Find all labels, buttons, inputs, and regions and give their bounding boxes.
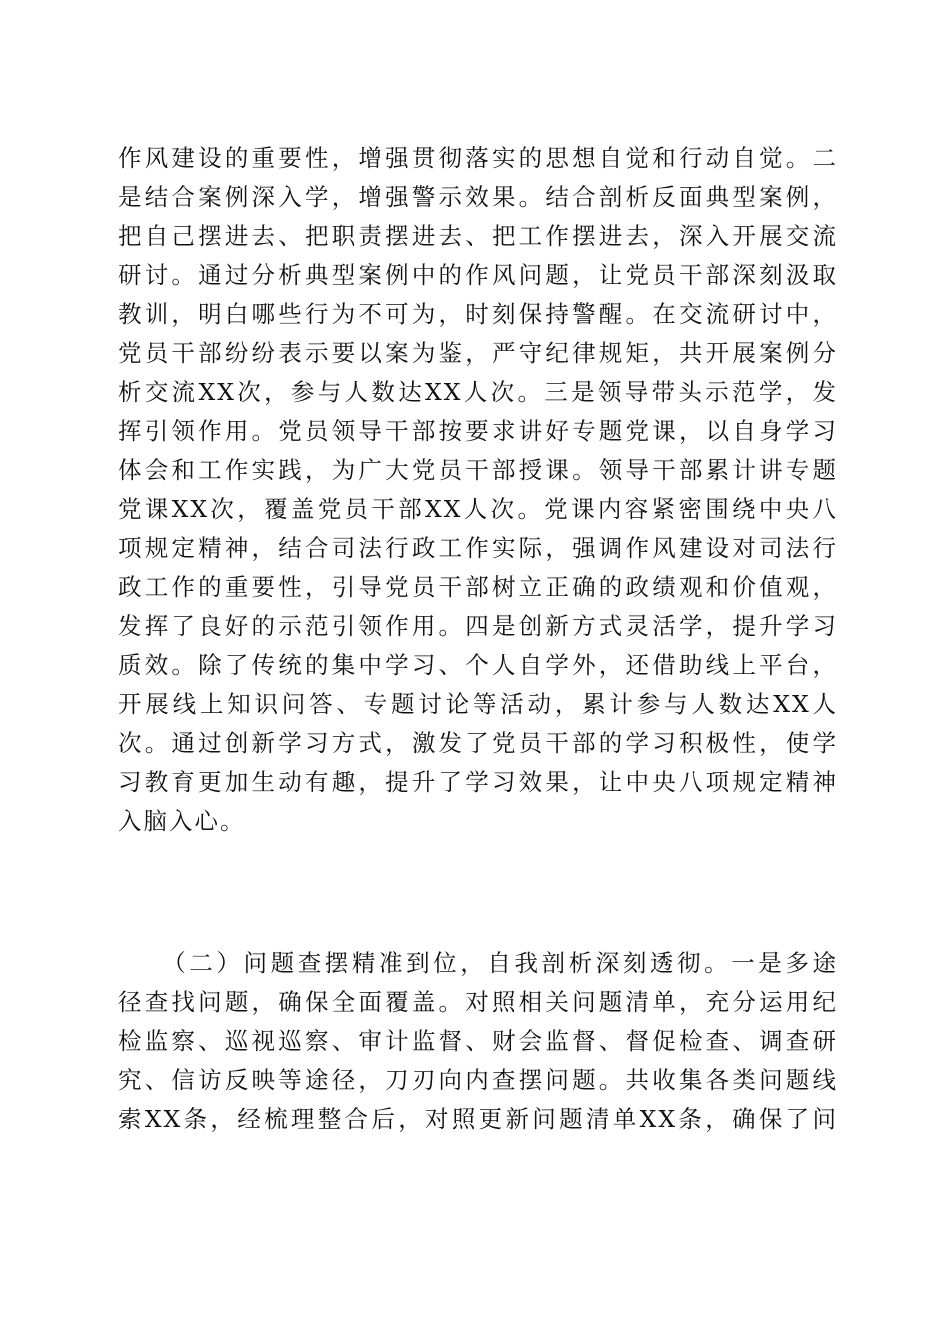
text-line: 入脑入心。 xyxy=(118,807,246,835)
text-line: 质效。除了传统的集中学习、个人自学外，还借助线上平台， xyxy=(118,651,838,679)
text-line: 索XX条，经梳理整合后，对照更新问题清单XX条，确保了问 xyxy=(118,1105,838,1133)
text-line: 把自己摆进去、把职责摆进去、把工作摆进去，深入开展交流 xyxy=(118,222,838,250)
text-line: 研讨。通过分析典型案例中的作风问题，让党员干部深刻汲取 xyxy=(118,261,838,289)
paragraph-problem-finding xyxy=(118,944,838,1139)
text-line: 是结合案例深入学，增强警示效果。结合剖析反面典型案例， xyxy=(118,183,838,211)
text-line: 政工作的重要性，引导党员干部树立正确的政绩观和价值观， xyxy=(118,573,838,601)
text-line: 体会和工作实践，为广大党员干部授课。领导干部累计讲专题 xyxy=(118,456,838,484)
text-line: 发挥了良好的示范引领作用。四是创新方式灵活学，提升学习 xyxy=(118,612,838,640)
text-line: 究、信访反映等途径，刀刃向内查摆问题。共收集各类问题线 xyxy=(118,1066,838,1094)
text-line: 党员干部纷纷表示要以案为鉴，严守纪律规矩，共开展案例分 xyxy=(118,339,838,367)
text-line: 径查找问题，确保全面覆盖。对照相关问题清单，充分运用纪 xyxy=(118,988,838,1016)
text-line: 挥引领作用。党员领导干部按要求讲好专题党课，以自身学习 xyxy=(118,417,838,445)
paragraph-study-methods xyxy=(118,139,838,841)
text-line: 习教育更加生动有趣，提升了学习效果，让中央八项规定精神 xyxy=(118,768,838,796)
text-line: 教训，明白哪些行为不可为，时刻保持警醒。在交流研讨中， xyxy=(118,300,838,328)
text-line: 析交流XX次，参与人数达XX人次。三是领导带头示范学，发 xyxy=(118,378,838,406)
text-line: 次。通过创新学习方式，激发了党员干部的学习积极性，使学 xyxy=(118,729,838,757)
text-line: 项规定精神，结合司法行政工作实际，强调作风建设对司法行 xyxy=(118,534,838,562)
text-line: 作风建设的重要性，增强贯彻落实的思想自觉和行动自觉。二 xyxy=(118,144,838,172)
text-line: （二）问题查摆精准到位，自我剖析深刻透彻。一是多途 xyxy=(118,949,838,977)
text-line: 开展线上知识问答、专题讨论等活动，累计参与人数达XX人 xyxy=(118,690,838,718)
text-line: 检监察、巡视巡察、审计监督、财会监督、督促检查、调查研 xyxy=(118,1027,838,1055)
text-line: 党课XX次，覆盖党员干部XX人次。党课内容紧密围绕中央八 xyxy=(118,495,838,523)
